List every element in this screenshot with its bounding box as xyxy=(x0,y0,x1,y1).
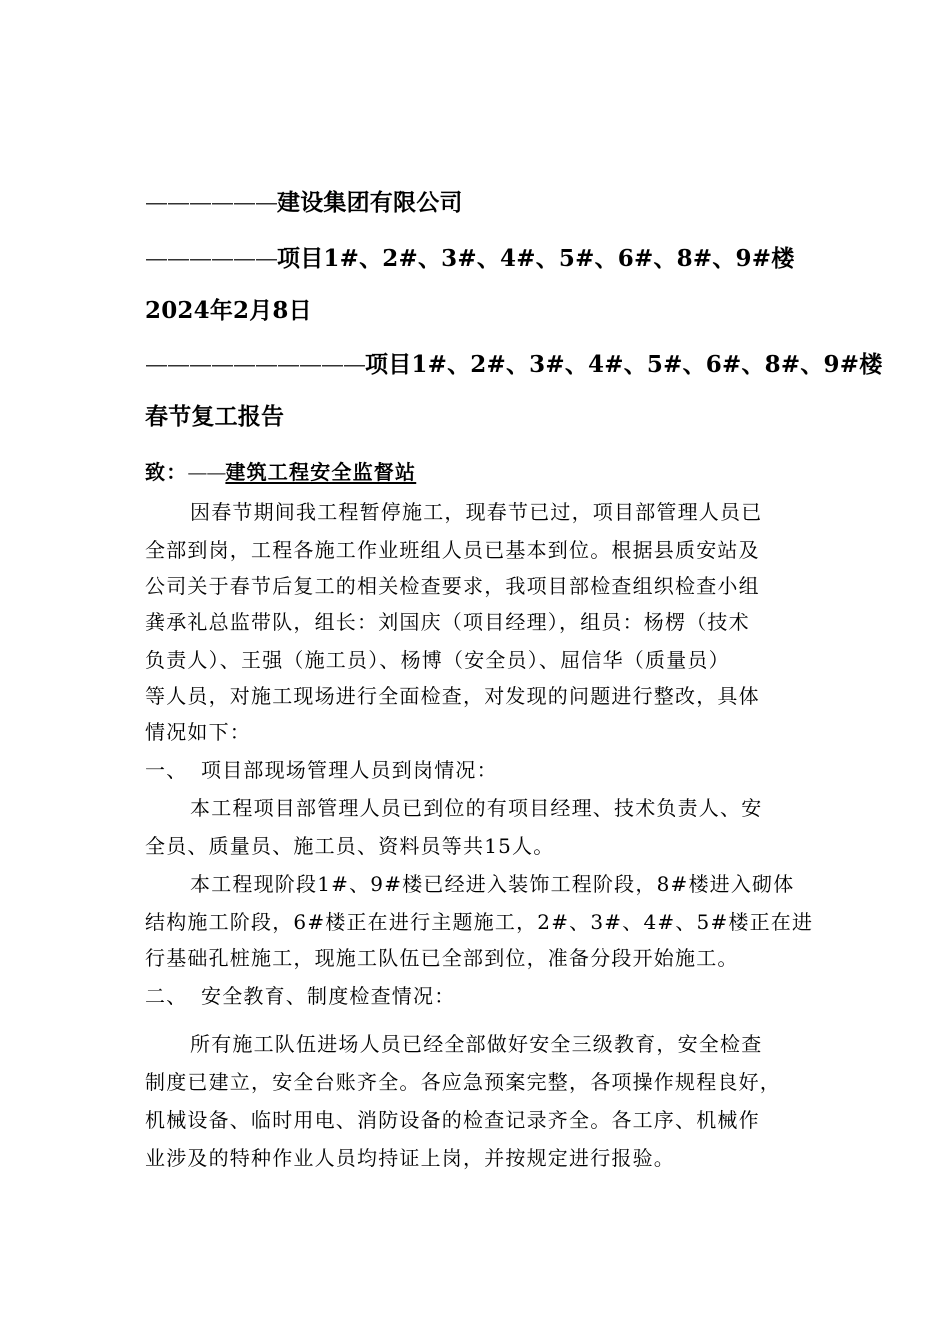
section2-p1-line-1: 所有施工队伍进场人员已经全部做好安全三级教育，安全检查 xyxy=(190,1032,763,1056)
section1-p2-line-2: 结构施工阶段，6#楼正在进行主题施工，2#、3#、4#、5#楼正在进 xyxy=(145,910,814,934)
section2-p1-line-2: 制度已建立，安全台账齐全。各应急预案完整，各项操作规程良好， xyxy=(145,1070,781,1094)
section1-p1-line-1: 本工程项目部管理人员已到位的有项目经理、技术负责人、安 xyxy=(190,796,763,820)
project-line xyxy=(145,240,794,273)
intro-line-4: 龚承礼总监带队，组长：刘国庆（项目经理），组员：杨楞（技术 xyxy=(145,610,750,634)
section2-p1-line-3: 机械设备、临时用电、消防设备的检查记录齐全。各工序、机械作 xyxy=(145,1108,760,1132)
section1-title: 项目部现场管理人员到岗情况： xyxy=(201,758,498,782)
intro-line-7: 情况如下： xyxy=(145,720,251,744)
report-date: 2024年2月8日 xyxy=(145,297,312,324)
company-line xyxy=(145,184,463,217)
addressee-dash: —— xyxy=(187,460,226,484)
project-name: 项目1#、2#、3#、4#、5#、6#、8#、9#楼 xyxy=(277,245,795,272)
intro-line-3: 公司关于春节后复工的相关检查要求，我项目部检查组织检查小组 xyxy=(145,574,760,598)
intro-line-2: 全部到岗，工程各施工作业班组人员已基本到位。根据县质安站及 xyxy=(145,538,760,562)
addressee-name: 建筑工程安全监督站 xyxy=(225,460,417,484)
section1-p2-line-3: 行基础孔桩施工，现施工队伍已全部到位，准备分段开始施工。 xyxy=(145,946,739,970)
company-name: 建设集团有限公司 xyxy=(277,189,463,216)
project-line-2 xyxy=(145,346,882,379)
section1-number: 一、 xyxy=(145,758,188,782)
report-title: 春节复工报告 xyxy=(145,403,285,430)
section2-title: 安全教育、制度检查情况： xyxy=(201,984,456,1008)
section2-heading xyxy=(145,980,455,1009)
section1-heading xyxy=(145,754,498,783)
section1-p2-line-1: 本工程现阶段1#、9#楼已经进入装饰工程阶段，8#楼进入砌体 xyxy=(190,872,795,896)
intro-line-6: 等人员，对施工现场进行全面检查，对发现的问题进行整改，具体 xyxy=(145,684,760,708)
section1-p1-line-2: 全员、质量员、施工员、资料员等共15人。 xyxy=(145,834,555,858)
company-dash: —————— xyxy=(145,190,277,216)
addressee-line xyxy=(145,456,416,485)
project2-name: 项目1#、2#、3#、4#、5#、6#、8#、9#楼 xyxy=(365,351,883,378)
project-dash: —————— xyxy=(145,246,277,272)
intro-line-5: 负责人）、王强（施工员）、杨博（安全员）、屈信华（质量员） xyxy=(145,648,730,672)
section2-p1-line-4: 业涉及的特种作业人员均持证上岗，并按规定进行报验。 xyxy=(145,1146,675,1170)
addressee-prefix: 致： xyxy=(145,460,188,484)
project2-dash: —————————— xyxy=(145,352,365,378)
section2-number: 二、 xyxy=(145,984,188,1008)
intro-line-1: 因春节期间我工程暂停施工，现春节已过，项目部管理人员已 xyxy=(190,500,763,524)
